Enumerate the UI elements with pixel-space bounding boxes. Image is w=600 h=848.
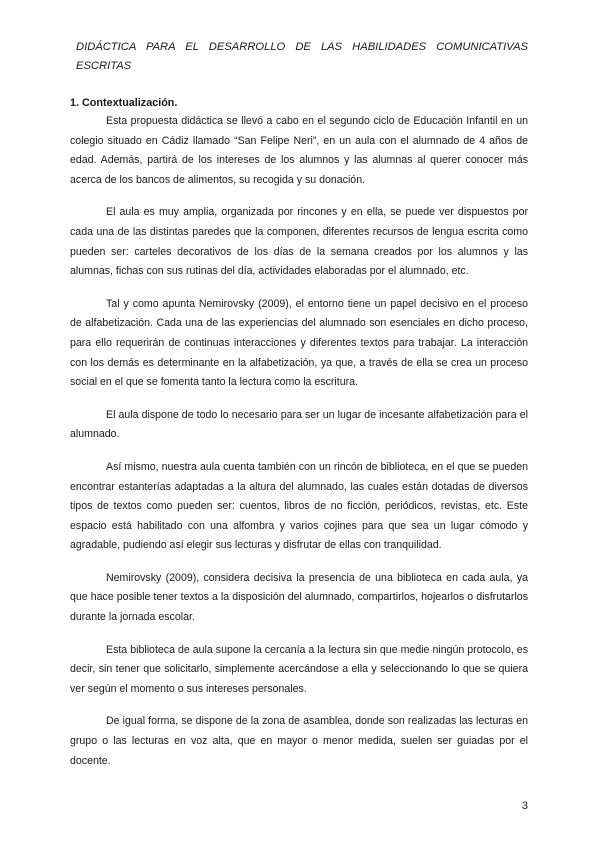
header-line-1: DIDÁCTICA PARA EL DESARROLLO DE LAS HABILIDADES COMUNICATIVAS (76, 41, 528, 53)
paragraph: El aula es muy amplia, organizada por rincones y en ella, se puede ver dispuestos por cada una de las distintas paredes que la componen, diferentes recursos de lengua escrita como pueden ser: carteles decorativos de los días de la semana creados por los alumnos y las alumnas, fichas con sus rutinas del día, actividades elaboradas por el alumnado, etc. (70, 206, 528, 278)
paragraph: El aula dispone de todo lo necesario para ser un lugar de incesante alfabetización para el alumnado. (70, 408, 528, 441)
paragraph: Tal y como apunta Nemirovsky (2009), el entorno tiene un papel decisivo en el proceso de alfabetización. Cada una de las experiencias del alumnado son esenciales en dicho proceso, para ello requerirán de continuas interacciones y diferentes textos para trabajar. La interacción con los demás es determinante en la alfabetización, ya que, a través de ella se crea un proceso social en el que se fomenta tanto la lectura como la escritura. (70, 297, 528, 389)
paragraph: Esta propuesta didáctica se llevó a cabo en el segundo ciclo de Educación Infantil en un colegio situado en Cádiz llamado “San Felipe Neri”, en un aula con el alumnado de 4 años de edad. Además, partirá de los intereses de los alumnos y las alumnas al querer conocer más acerca de los bancos de alimentos, su recogida y su donación. (70, 115, 528, 186)
paragraph: De igual forma, se dispone de la zona de asamblea, donde son realizadas las lecturas en grupo o las lecturas en voz alta, que en mayor o menor medida, suelen ser guiadas por el docente. (70, 715, 528, 767)
header-line-2: ESCRITAS (76, 60, 132, 72)
paragraph: Esta biblioteca de aula supone la cercanía a la lectura sin que medie ningún protocolo, es decir, sin tener que solicitarlo, simplemente acercándose a ella y seleccionando lo que se quiera ver según el momento o sus intereses personales. (70, 643, 528, 695)
paragraph: Así mismo, nuestra aula cuenta también con un rincón de biblioteca, en el que se pueden encontrar estanterías adaptadas a la altura del alumnado, las cuales están dotadas de diversos tipos de textos como pueden ser: cuentos, libros de no ficción, periódicos, revistas, etc. Este espacio está habilitado con una alfombra y varios cojines para que sea un lugar cómodo y agradable, pudiendo así elegir sus lecturas y disfrutar de ellas con tranquilidad. (70, 460, 528, 552)
paragraph: Nemirovsky (2009), considera decisiva la presencia de una biblioteca en cada aula, ya que hace posible tener textos a la disposición del alumnado, compartirlos, hojearlos o disfrutarlos durante la jornada escolar. (70, 571, 528, 624)
running-header (76, 38, 528, 76)
section-heading: 1. Contextualización. (70, 97, 178, 109)
page-number: 3 (521, 800, 528, 812)
section-content (70, 94, 528, 784)
